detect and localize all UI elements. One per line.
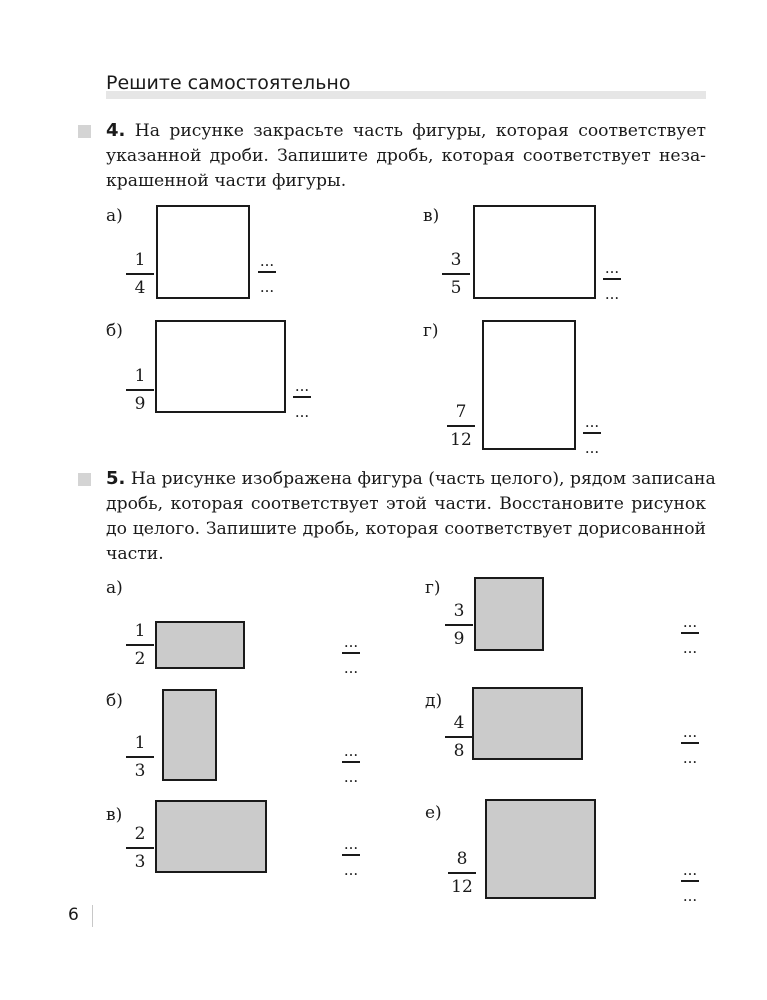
task-4-item-label: б) — [106, 321, 123, 341]
task-5-fraction: 1 2 — [126, 621, 154, 669]
task-5-shaded-part — [155, 800, 267, 873]
task-5-shaded-part — [155, 621, 245, 669]
task-5-shaded-part — [485, 799, 596, 899]
task-5-fraction: 1 3 — [126, 733, 154, 781]
task-5-fraction: 2 3 — [126, 824, 154, 872]
task-5-item-label: д) — [425, 691, 443, 711]
task-4-figure-square[interactable] — [156, 205, 250, 299]
task-4-item-label: г) — [423, 321, 439, 341]
task-4-fraction: 3 5 — [442, 250, 470, 298]
task-5-answer-blank[interactable]: ... ... — [682, 613, 698, 657]
task-4-answer-blank[interactable]: ... ... — [604, 259, 620, 303]
task-4-figure-rectangle[interactable] — [155, 320, 286, 413]
task-5-answer-blank[interactable]: ... ... — [343, 633, 359, 677]
task-5-shaded-part — [472, 687, 583, 760]
task-5-shaded-part — [474, 577, 544, 651]
page-number: 6 — [68, 905, 79, 925]
task-5-answer-blank[interactable]: ... ... — [682, 861, 698, 905]
task-4-fraction: 1 9 — [126, 366, 154, 414]
task-4-fraction: 1 4 — [126, 250, 154, 298]
task-5-item-label: в) — [106, 805, 123, 825]
task-4-answer-blank[interactable]: ... ... — [584, 413, 600, 457]
task-5-answer-blank[interactable]: ... ... — [343, 742, 359, 786]
task-4-text: 4. На рисунке закрасьте часть фигуры, которая соответствует указанной дроби. Запишите дробь, которая соответствует неза- крашенной части фигуры. — [106, 120, 706, 191]
task-4-number: 4. — [106, 120, 126, 141]
task-5-bullet — [78, 473, 91, 486]
task-5-item-label: г) — [425, 578, 441, 598]
task-4-item-label: в) — [423, 206, 440, 226]
task-5-item-label: а) — [106, 578, 123, 598]
task-5-answer-blank[interactable]: ... ... — [343, 835, 359, 879]
task-5-item-label: б) — [106, 691, 123, 711]
page-number-divider — [92, 905, 93, 927]
task-5-answer-blank[interactable]: ... ... — [682, 723, 698, 767]
task-5-text: 5. На рисунке изображена фигура (часть целого), рядом записана дробь, которая соответствует этой части. Восстановите рисунок до целого. Запишите дробь, которая соответствует дорисованной части. — [106, 468, 716, 564]
task-5-fraction: 3 9 — [445, 601, 473, 649]
task-4-fraction: 7 12 — [447, 402, 475, 450]
section-heading: Решите самостоятельно — [106, 72, 351, 94]
task-4-answer-blank[interactable]: ... ... — [294, 377, 310, 421]
task-5-shaded-part — [162, 689, 217, 781]
task-4-answer-blank[interactable]: ... ... — [259, 252, 275, 296]
task-4-item-label: а) — [106, 206, 123, 226]
task-4-figure-rectangle[interactable] — [482, 320, 576, 450]
task-5-fraction: 8 12 — [448, 849, 476, 897]
task-5-fraction: 4 8 — [445, 713, 473, 761]
task-4-bullet — [78, 125, 91, 138]
task-5-item-label: е) — [425, 803, 442, 823]
task-5-number: 5. — [106, 468, 126, 489]
task-4-figure-rectangle[interactable] — [473, 205, 596, 299]
